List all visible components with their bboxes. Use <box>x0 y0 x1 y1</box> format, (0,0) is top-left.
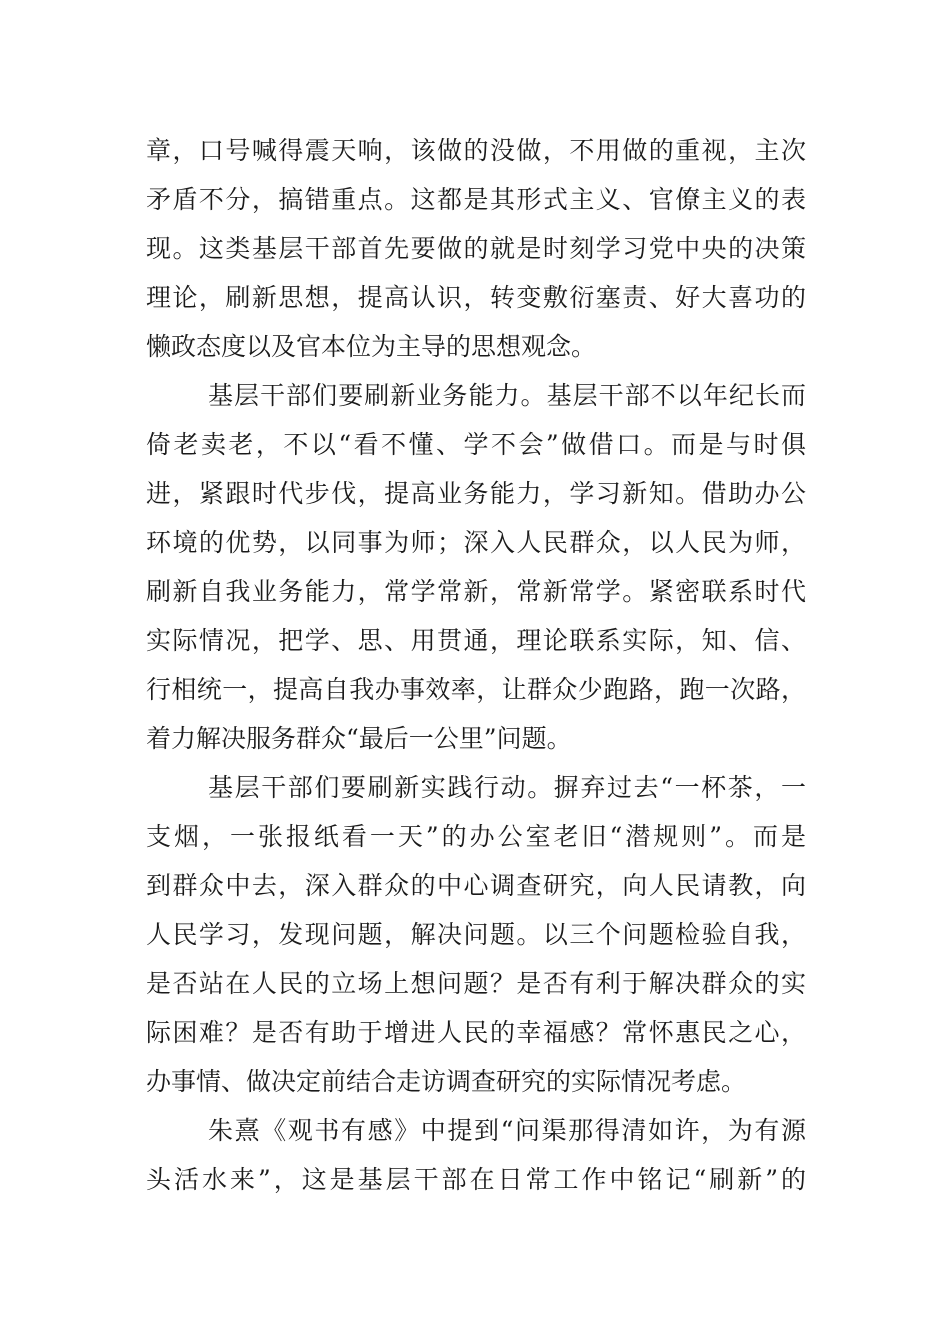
text-line: 人民学习，发现问题，解决问题。以三个问题检验自我， <box>146 920 806 949</box>
text-line: 基层干部们要刷新实践行动。摒弃过去“一杯茶，一 <box>208 773 806 802</box>
text-line: 头活水来”，这是基层干部在日常工作中铭记“刷新”的 <box>146 1165 806 1194</box>
text-line: 章，口号喊得震天响，该做的没做，不用做的重视，主次 <box>146 136 806 165</box>
text-line: 实际情况，把学、思、用贯通，理论联系实际，知、信、 <box>146 626 806 655</box>
text-line: 刷新自我业务能力，常学常新，常新常学。紧密联系时代 <box>146 577 806 606</box>
text-line: 朱熹《观书有感》中提到“问渠那得清如许，为有源 <box>208 1116 806 1145</box>
text-line: 懒政态度以及官本位为主导的思想观念。 <box>146 332 597 361</box>
text-line: 现。这类基层干部首先要做的就是时刻学习党中央的决策 <box>146 234 806 263</box>
text-line: 际困难？是否有助于增进人民的幸福感？常怀惠民之心， <box>146 1018 806 1047</box>
text-line: 到群众中去，深入群众的中心调查研究，向人民请教，向 <box>146 871 806 900</box>
text-line: 是否站在人民的立场上想问题？是否有利于解决群众的实 <box>146 969 806 998</box>
text-line: 着力解决服务群众“最后一公里”问题。 <box>146 724 572 753</box>
text-line: 办事情、做决定前结合走访调查研究的实际情况考虑。 <box>146 1067 747 1096</box>
body-text <box>146 126 806 1204</box>
text-line: 行相统一，提高自我办事效率，让群众少跑路，跑一次路， <box>146 675 806 704</box>
text-line: 支烟，一张报纸看一天”的办公室老旧“潜规则”。而是 <box>146 822 806 851</box>
text-line: 倚老卖老，不以“看不懂、学不会”做借口。而是与时俱 <box>146 430 806 459</box>
text-line: 进，紧跟时代步伐，提高业务能力，学习新知。借助办公 <box>146 479 806 508</box>
text-line: 理论，刷新思想，提高认识，转变敷衍塞责、好大喜功的 <box>146 283 806 312</box>
text-line: 环境的优势，以同事为师；深入人民群众，以人民为师， <box>146 528 806 557</box>
text-line: 基层干部们要刷新业务能力。基层干部不以年纪长而 <box>208 381 806 410</box>
text-line: 矛盾不分，搞错重点。这都是其形式主义、官僚主义的表 <box>146 185 806 214</box>
